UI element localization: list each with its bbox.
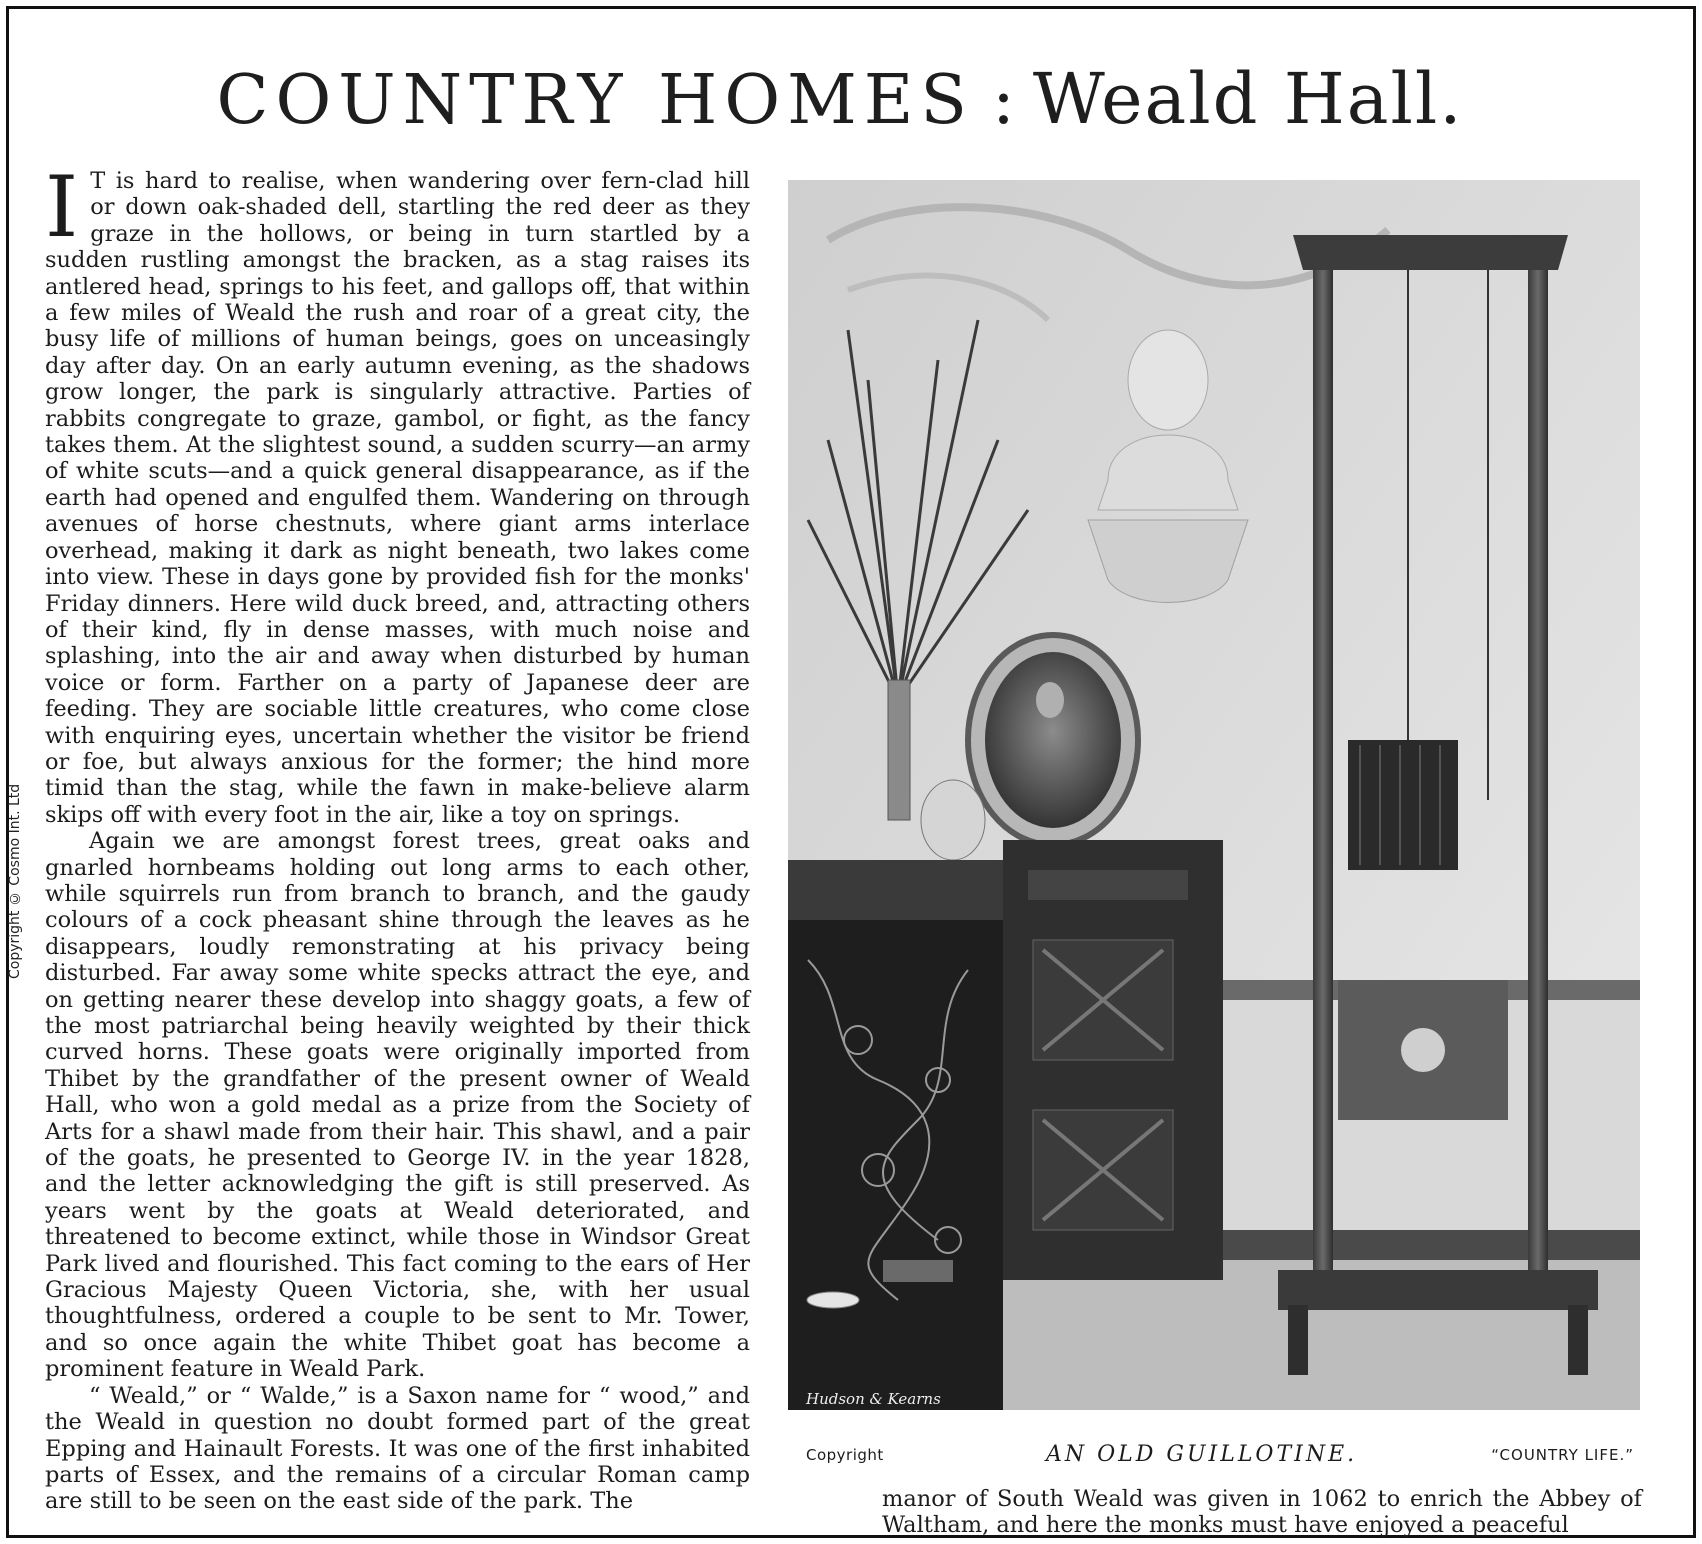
article-left-column	[45, 158, 750, 1515]
side-copyright-notice: Copyright © Cosmo Int. Ltd	[7, 784, 23, 980]
article-paragraph-2: Again we are amongst forest trees, great oaks and gnarled hornbeams holding out long arms to each other, while squirrels run from branch to branch, and the gaudy colours of a cock pheasant shine through the leaves as he disappears, loudly remonstrating at his privacy being disturbed. Far away some white specks attract the eye, and on getting nearer these develop into shaggy goats, a few of the most patriarchal being heavily weighted by their thick curved horns. These goats were originally imported from Thibet by the grandfather of the present owner of Weald Hall, who won a gold medal as a prize from the Society of Arts for a shawl made from their hair. This shawl, and a pair of the goats, he presented to George IV. in the year 1828, and the letter acknowledging the gift is still preserved. As years went by the goats at Weald deteriorated, and threatened to become extinct, while those in Windsor Great Park lived and flourished. This fact coming to the ears of Her Gracious Majesty Queen Victoria, she, with her usual thoughtfulness, ordered a couple to be sent to Mr. Tower, and so once again the white Thibet goat has become a prominent feature in Weald Park.	[45, 828, 750, 1383]
guillotine-photograph	[788, 180, 1640, 1410]
title-separator: :	[991, 61, 1015, 140]
caption-title: AN OLD GUILLOTINE.	[1046, 1442, 1358, 1467]
paragraph-1-text: T is hard to realise, when wandering over fern-clad hill or down oak-shaded dell, startling the red deer as they graze in the hollows, or being in turn startled by a sudden rustling amongst the bracken, as a stag raises its antlered head, springs to his feet, and gallops off, that within a few miles of Weald the rush and roar of a great city, the busy life of millions of human beings, goes on unceasingly day after day. On an early autumn evening, as the shadows grow longer, the park is singularly attractive. Parties of rabbits congregate to graze, gambol, or fight, as the fancy takes them. At the slightest sound, a sudden scurry—an army of white scuts—and a quick general disappearance, as if the earth had opened and engulfed them. Wandering on through avenues of horse chestnuts, where giant arms interlace overhead, making it dark as night beneath, two lakes come into view. These in days gone by provided fish for the monks' Friday dinners. Here wild duck breed, and, attracting others of their kind, fly in dense masses, with much noise and splashing, into the air and away when disturbed by human voice or form. Farther on a party of Japanese deer are feeding. They are sociable little creatures, who come close with enquiring eyes, uncertain whether the visitor be friend or foe, but always anxious for the former; the hind more timid than the stag, while the fawn in make-believe alarm skips off with every foot in the air, like a toy on springs.	[45, 168, 750, 828]
photo-illustration	[788, 180, 1640, 1410]
drop-cap: I	[45, 158, 79, 256]
photographer-signature: Hudson & Kearns	[806, 1390, 941, 1408]
guillotine-base	[1278, 1270, 1598, 1310]
marble-bust-head	[1128, 330, 1208, 430]
ginger-jar	[921, 780, 985, 860]
caption-source: “COUNTRY LIFE.”	[1491, 1446, 1634, 1464]
teacup	[807, 1292, 859, 1308]
photo-caption	[800, 1442, 1640, 1472]
guillotine-crossbeam	[1293, 235, 1568, 270]
caption-copyright: Copyright	[806, 1446, 884, 1464]
page-title	[40, 58, 1640, 140]
title-subject: Weald Hall.	[1032, 58, 1464, 140]
glass-vase	[888, 680, 910, 820]
article-paragraph-1	[45, 158, 750, 828]
title-main: COUNTRY HOMES	[216, 61, 974, 140]
oval-portrait	[985, 652, 1121, 828]
embroidered-screen	[788, 860, 1003, 1410]
guillotine-blade	[1348, 740, 1458, 870]
guillotine-right-post	[1528, 250, 1548, 1280]
guillotine-left-post	[1313, 250, 1333, 1280]
right-column-text: manor of South Weald was given in 1062 to enrich the Abbey of Waltham, and here the monks must have enjoyed a peaceful	[882, 1486, 1642, 1539]
article-right-column	[882, 1486, 1642, 1539]
article-paragraph-3: “ Weald,” or “ Walde,” is a Saxon name for “ wood,” and the Weald in question no doubt formed part of the great Epping and Hainault Forests. It was one of the first inhabited parts of Essex, and the remains of a circular Roman camp are still to be seen on the east side of the park. The	[45, 1382, 750, 1515]
small-box	[883, 1260, 953, 1282]
